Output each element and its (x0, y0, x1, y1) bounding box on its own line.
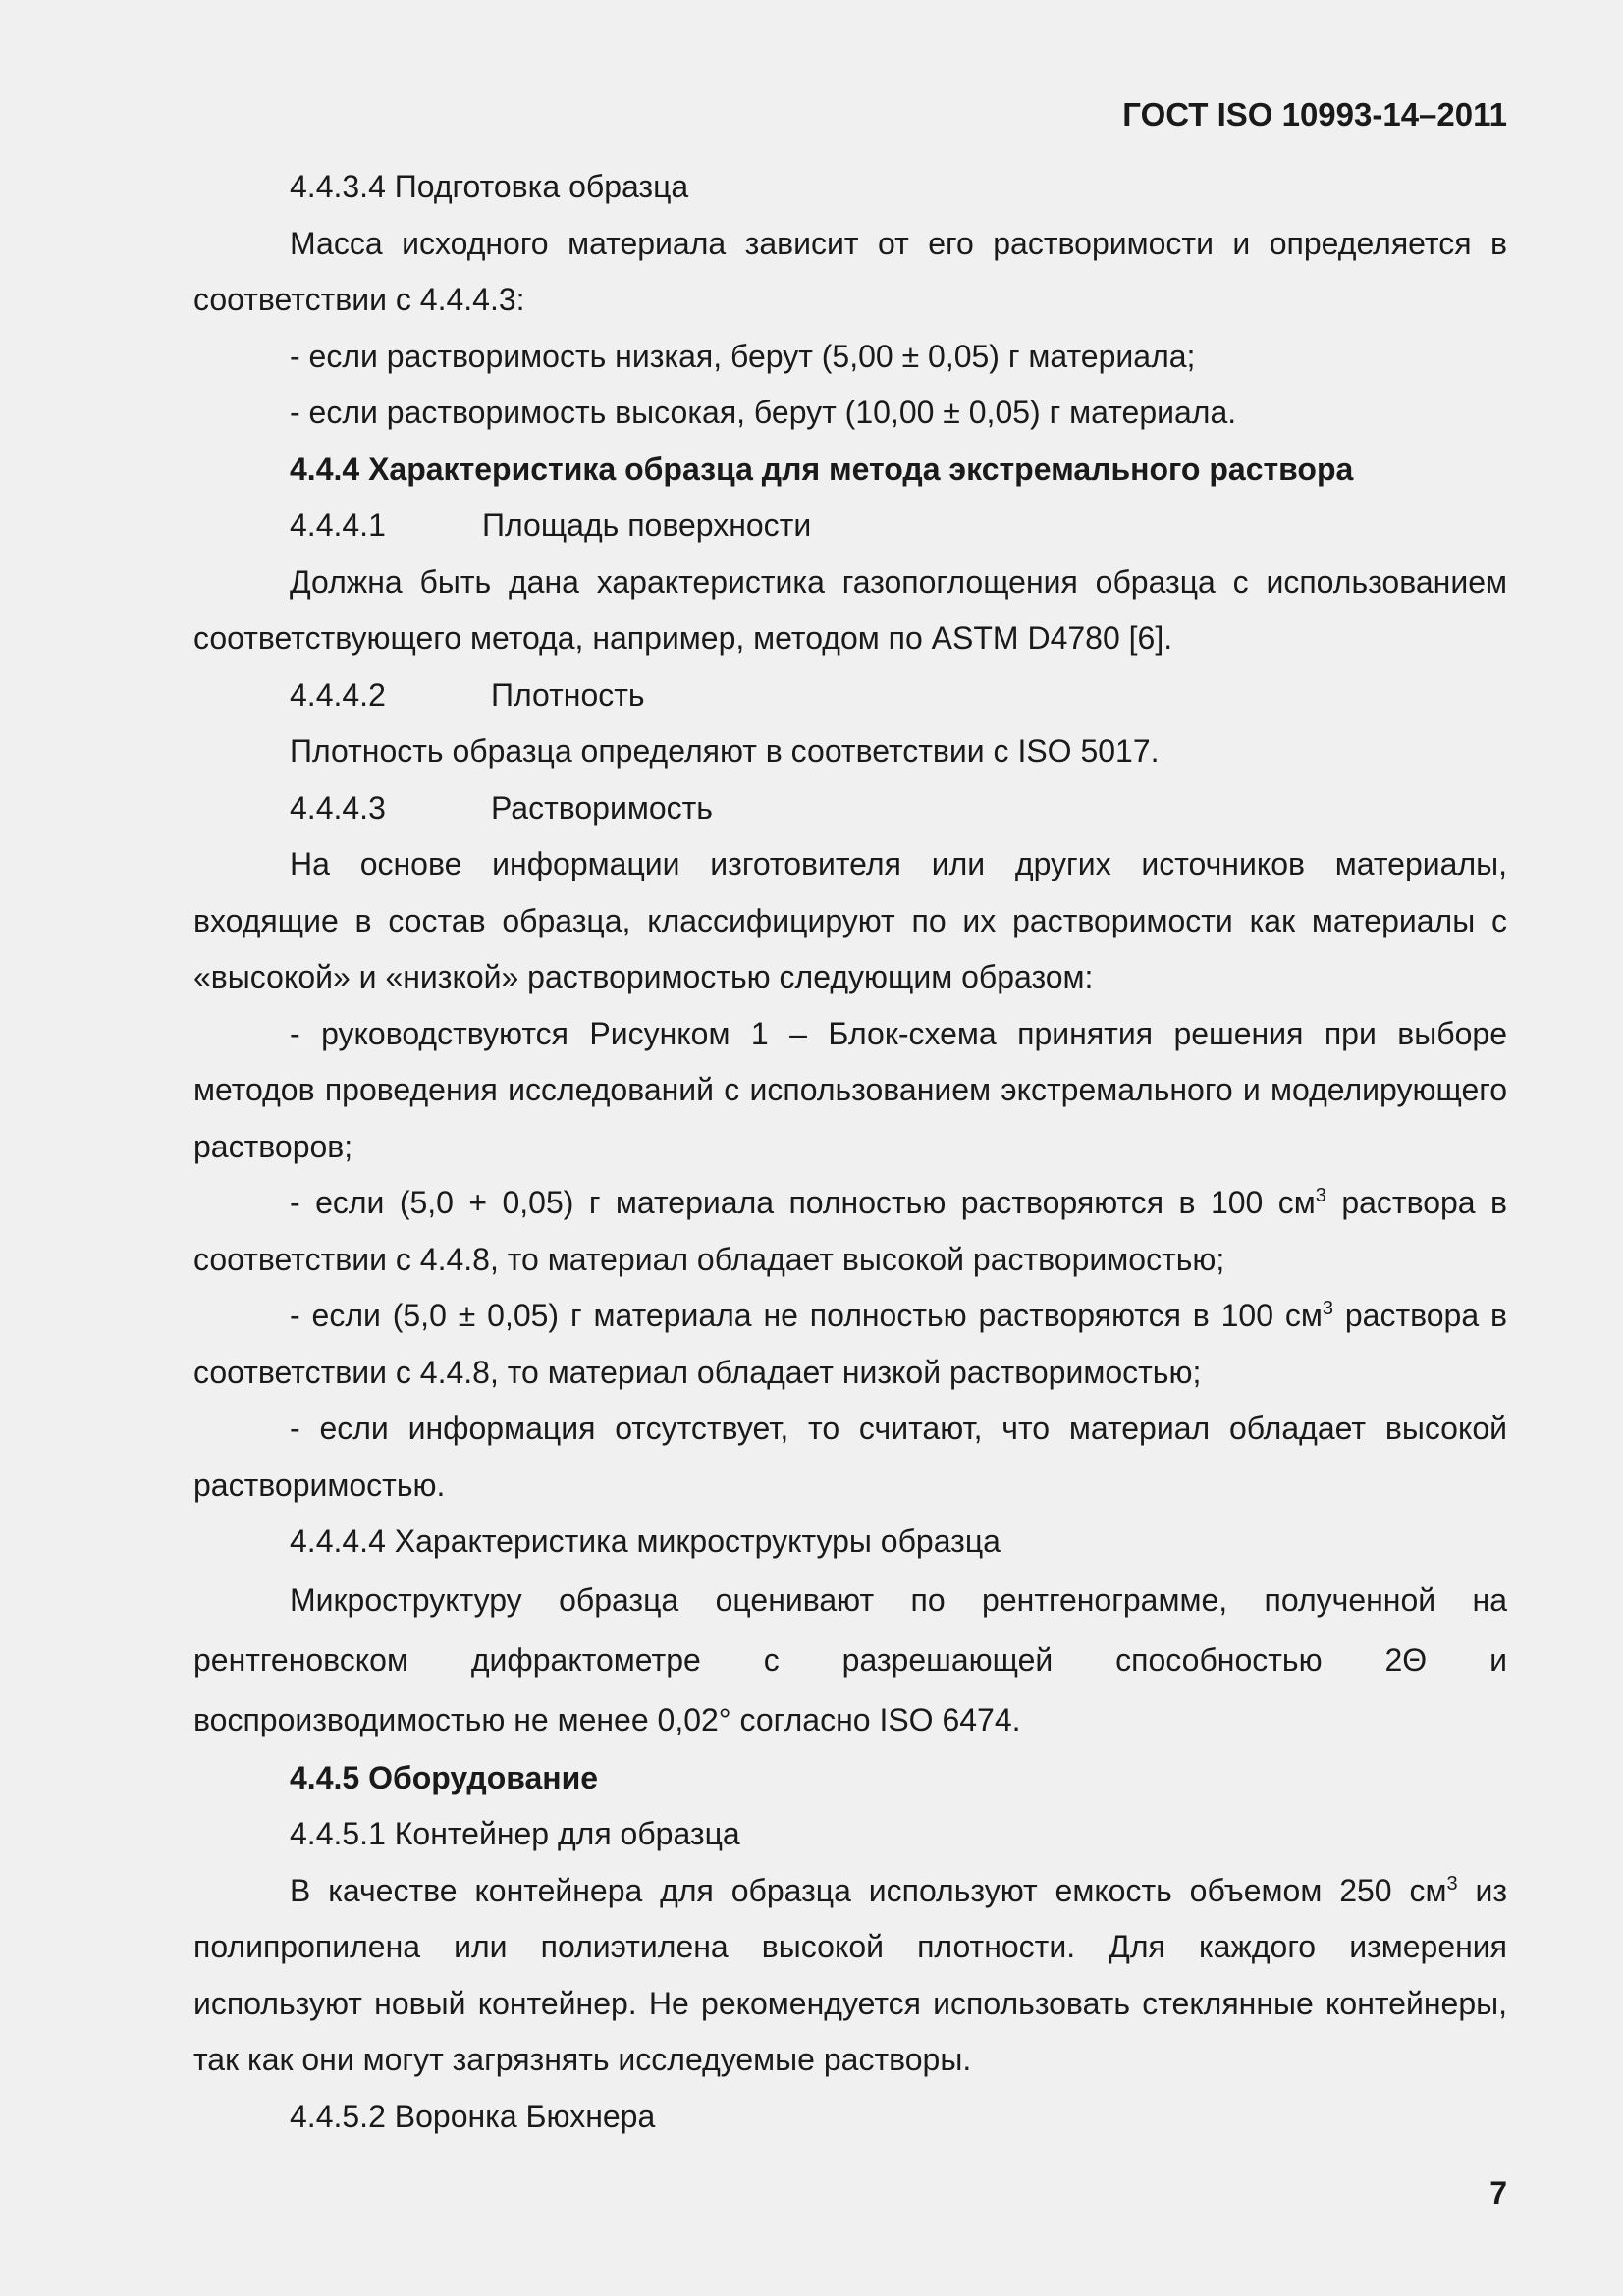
text-segment: - если (5,0 ± 0,05) г материала не полностью растворяются в 100 см (290, 1298, 1323, 1333)
subsection-title: Площадь поверхности (482, 507, 812, 543)
subsection-4-4-5-1-title: 4.4.5.1 Контейнер для образца (290, 1816, 740, 1851)
subsection-4-4-5-2-title: 4.4.5.2 Воронка Бюхнера (290, 2098, 656, 2134)
list-item-no-information: - если информация отсутствует, то считают, что материал обладает высокой растворимостью. (193, 1411, 1507, 1503)
paragraph-density: Плотность образца определяют в соответствии с ISO 5017. (290, 733, 1160, 769)
subsection-number: 4.4.4.1 (290, 507, 386, 543)
text-segment: раствора в соответствии с 4.4.8, то материал обладает низкой растворимостью; (193, 1298, 1507, 1390)
subsection-4-4-4-1-title (193, 498, 1507, 555)
paragraph-microstructure-part1: Микроструктуру образца оценивают по рентгенограмме, полученной на рентгеновском дифрактометре с разрешающей способностью 2Θ и (193, 1581, 1507, 1678)
subsection-4-4-4-4-title: 4.4.4.4 Характеристика микроструктуры образца (290, 1523, 1001, 1559)
paragraph-solubility-classification: На основе информации изготовителя или других источников материалы, входящие в состав образца, классифицируют по их растворимости как материалы с «высокой» и «низкой» растворимостью следующим образом: (193, 846, 1507, 994)
paragraph-surface-area: Должна быть дана характеристика газопоглощения образца с использованием соответствующего метода, например, методом по ASTM D4780 [6]. (193, 563, 1507, 656)
list-item-flowchart: - руководствуются Рисунком 1 – Блок-схема принятия решения при выборе методов проведения исследований с использованием экстремального и моделирующего растворов; (193, 1015, 1507, 1164)
section-4-4-5-heading: 4.4.5 Оборудование (290, 1759, 599, 1795)
paragraph-microstructure-part2: воспроизводимостью не менее 0,02° согласно ISO 6474. (193, 1701, 1021, 1737)
list-item-low-solubility-criterion (193, 1288, 1507, 1401)
list-item-high-solubility: - если растворимость высокая, берут (10,00 ± 0,05) г материала. (290, 395, 1237, 430)
text-segment: - если (5,0 + 0,05) г материала полностью растворяются в 100 см (290, 1185, 1316, 1220)
superscript: 3 (1446, 1872, 1458, 1895)
subsection-4-4-3-4-title: 4.4.3.4 Подготовка образца (290, 169, 689, 204)
superscript: 3 (1322, 1298, 1333, 1319)
list-item-low-solubility: - если растворимость низкая, берут (5,00 ± 0,05) г материала; (290, 338, 1196, 374)
superscript: 3 (1315, 1185, 1326, 1206)
subsection-number: 4.4.4.2 (290, 676, 386, 713)
subsection-number: 4.4.4.3 (290, 789, 386, 826)
subsection-title: Плотность (491, 676, 645, 713)
page-number: 7 (1489, 2175, 1507, 2211)
subsection-title: Растворимость (491, 789, 713, 826)
paragraph-sample-container (193, 1863, 1507, 2089)
paragraph-sample-mass: Масса исходного материала зависит от его растворимости и определяется в соответствии с 4.4.4.3: (193, 225, 1507, 317)
text-segment: раствора в соответствии с 4.4.8, то материал обладает высокой растворимостью; (193, 1185, 1508, 1277)
text-segment: В качестве контейнера для образца используют емкость объемом 250 см (290, 1872, 1447, 1908)
list-item-high-solubility-criterion (193, 1175, 1507, 1288)
text-segment: из полипропилена или полиэтилена высокой плотности. Для каждого измерения используют новый контейнер. Не рекомендуется использовать стеклянные контейнеры, так как они могут загрязнять исследуемые растворы. (193, 1872, 1508, 2077)
section-4-4-4-heading: 4.4.4 Характеристика образца для метода экстремального раствора (290, 451, 1354, 487)
document-body (193, 159, 1507, 2145)
document-code-header: ГОСТ ISO 10993-14–2011 (1122, 96, 1507, 133)
subsection-4-4-4-2-title (193, 667, 1507, 724)
subsection-4-4-4-3-title (193, 780, 1507, 837)
